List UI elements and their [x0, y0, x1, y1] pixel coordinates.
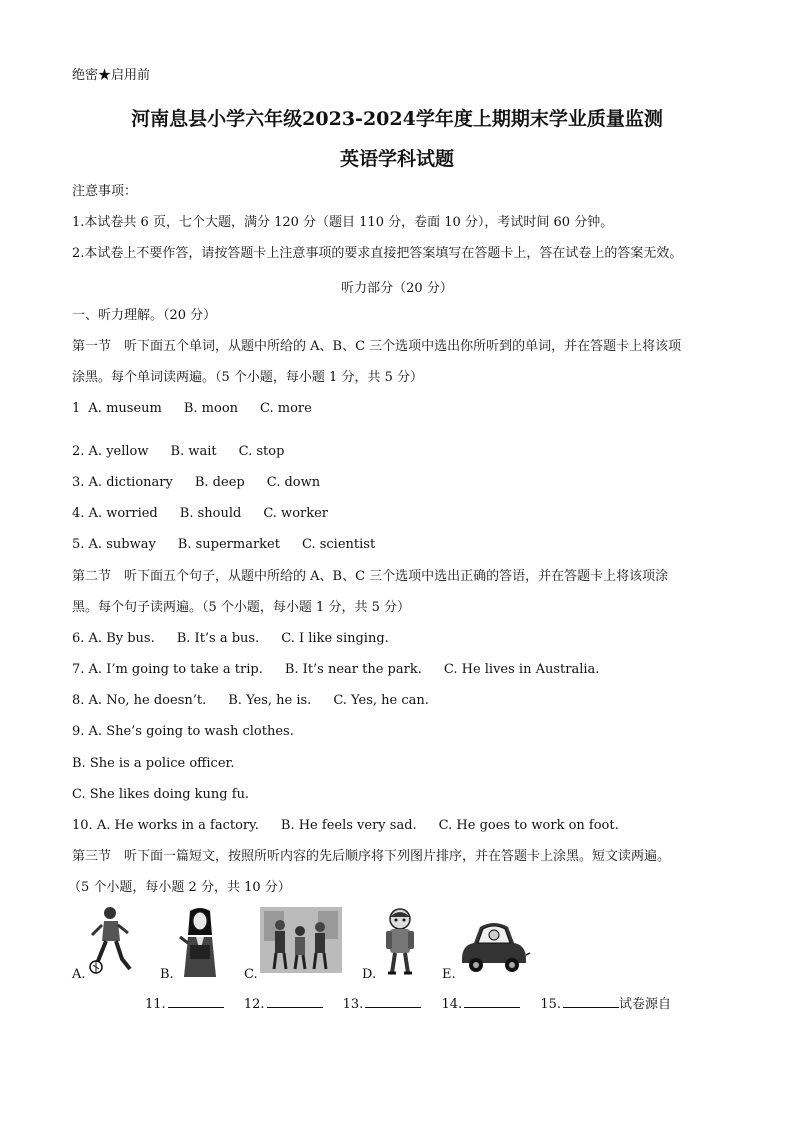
question-number: 7. [72, 662, 85, 677]
option-b: B. should [179, 506, 242, 521]
section-title: 一、听力理解。（20 分） [72, 308, 217, 323]
option-b: B. deep [194, 475, 245, 490]
picture-label-e: E. [442, 967, 456, 982]
option-c: C. He lives in Australia. [443, 662, 600, 677]
option-c: C. more [260, 401, 312, 416]
sec2-instruction-line1: 第二节 听下面五个句子，从题中所给的 A、B、C 三个选项中选出正确的答语，并在答题卡上将该项涂 [72, 569, 669, 584]
sec3-instruction-line1: 第三节 听下面一篇短文，按照所听内容的先后顺序将下列图片排序，并在答题卡上涂黑。短文读两遍。 [72, 849, 671, 864]
question-9-option-a: 9. A. She’s going to wash clothes. [72, 724, 294, 739]
answer-blanks-row [145, 993, 671, 1012]
answer-blank-13[interactable]: 13. [343, 995, 422, 1012]
picture-label-b: B. [160, 967, 174, 982]
option-b: B. moon [183, 401, 239, 416]
question-number: 8. [72, 693, 85, 708]
question-number: 6. [72, 631, 85, 646]
picture-label-c: C. [244, 967, 258, 982]
sec1-instruction-line2: 涂黑。每个单词读两遍。（5 个小题，每小题 1 分，共 5 分） [72, 370, 423, 385]
question-5 [72, 537, 397, 553]
option-c: C. stop [238, 444, 285, 459]
answer-blank-11[interactable]: 11. [145, 995, 224, 1012]
question-4 [72, 506, 350, 522]
option-a: A. worried [88, 506, 158, 521]
question-2 [72, 444, 306, 460]
exam-subtitle: 英语学科试题 [339, 148, 454, 170]
car-driver-icon [456, 919, 532, 981]
answer-blank-15[interactable]: 15. [540, 995, 619, 1012]
question-9-option-b: B. She is a police officer. [72, 756, 235, 771]
picture-row [72, 905, 552, 985]
option-a: A. He works in a factory. [96, 818, 259, 833]
option-c: C. worker [263, 506, 329, 521]
source-watermark-text: 试卷源自 [619, 997, 672, 1012]
answer-blank-14[interactable]: 14. [441, 995, 520, 1012]
option-b: B. It’s a bus. [176, 631, 260, 646]
option-a: A. yellow [88, 444, 149, 459]
question-number: 3. [72, 475, 85, 490]
option-c: C. scientist [301, 537, 376, 552]
sec2-instruction-line2: 黑。每个句子读两遍。（5 个小题，每小题 1 分，共 5 分） [72, 600, 410, 615]
option-a: A. museum [88, 401, 162, 416]
teacher-reading-icon [176, 907, 224, 983]
notes-heading: 注意事项： [72, 184, 138, 199]
note-item-1: 1.本试卷共 6 页，七个大题，满分 120 分（题目 110 分，卷面 10 分），考试时间 60 分钟。 [72, 215, 614, 230]
question-8 [72, 693, 451, 709]
picture-label-d: D. [362, 967, 377, 982]
question-7 [72, 662, 621, 678]
note-item-2: 2.本试卷上不要作答，请按答题卡上注意事项的要求直接把答案填写在答题卡上，答在试卷上的答案无效。 [72, 246, 683, 261]
question-number: 5. [72, 537, 85, 552]
option-c: C. He goes to work on foot. [438, 818, 619, 833]
boy-backpack-icon [380, 907, 420, 983]
answer-blank-12[interactable]: 12. [244, 995, 323, 1012]
question-number: 1 [72, 401, 81, 416]
option-b: B. supermarket [177, 537, 280, 552]
confidential-mark: 绝密★启用前 [72, 68, 151, 83]
option-b: B. wait [170, 444, 217, 459]
option-a: A. No, he doesn’t. [88, 693, 207, 708]
sec3-instruction-line2: （5 个小题，每小题 2 分，共 10 分） [68, 880, 291, 895]
option-a: A. By bus. [88, 631, 155, 646]
listening-part-title: 听力部分（20 分） [341, 281, 453, 296]
option-b: B. It’s near the park. [284, 662, 422, 677]
option-c: C. I like singing. [281, 631, 389, 646]
option-c: C. down [266, 475, 321, 490]
question-number: 4. [72, 506, 85, 521]
question-number: 2. [72, 444, 85, 459]
option-a: A. dictionary [88, 475, 173, 490]
sec1-instruction-line1: 第一节 听下面五个单词，从题中所给的 A、B、C 三个选项中选出你所听到的单词，并在答题卡上将该项 [72, 339, 682, 354]
question-10 [72, 818, 641, 834]
option-c: C. Yes, he can. [333, 693, 429, 708]
family-walking-icon [260, 907, 342, 977]
question-9-option-c: C. She likes doing kung fu. [72, 787, 250, 802]
question-number: 10. [72, 818, 93, 833]
question-6 [72, 631, 411, 647]
soccer-boy-icon [86, 905, 134, 983]
question-3 [72, 475, 342, 491]
option-a: A. subway [88, 537, 156, 552]
picture-label-a: A. [72, 967, 86, 982]
exam-title: 河南息县小学六年级2023-2024学年度上期期末学业质量监测 [131, 108, 663, 130]
option-b: B. He feels very sad. [280, 818, 417, 833]
question-1 [72, 401, 334, 417]
option-a: A. I’m going to take a trip. [88, 662, 263, 677]
option-b: B. Yes, he is. [228, 693, 312, 708]
